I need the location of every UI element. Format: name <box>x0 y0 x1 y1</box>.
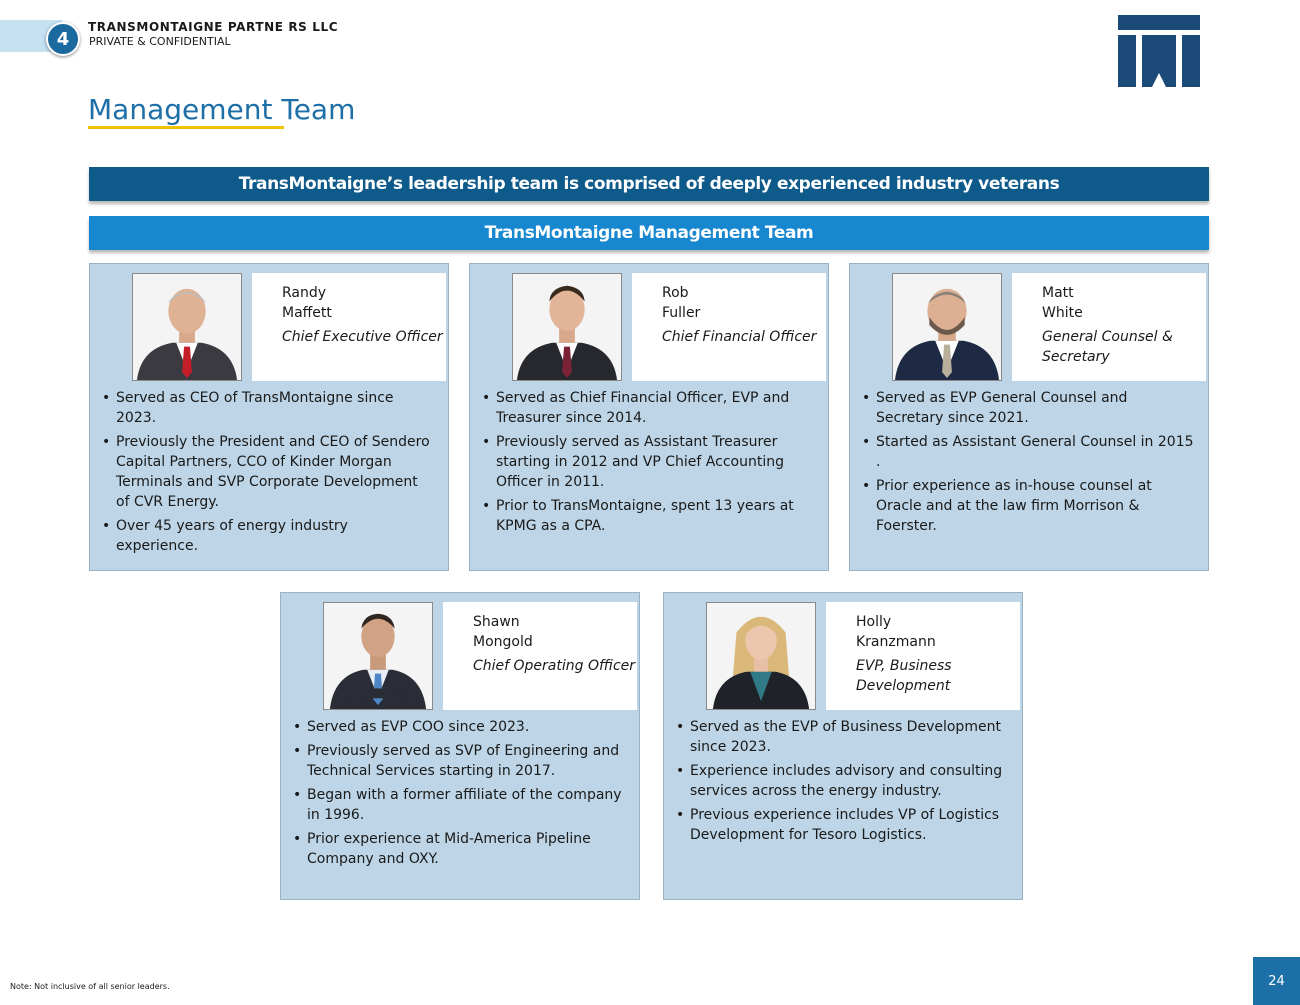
team-card-randy-maffett <box>89 263 449 571</box>
bio-bullet: • Began with a former affiliate of the company in 1996. <box>291 785 625 825</box>
footnote: Note: Not inclusive of all senior leaders. <box>10 982 170 991</box>
company-name: TRANSMONTAIGNE PARTNE RS LLC <box>88 20 339 34</box>
headshot-photo <box>892 273 1002 381</box>
bio-bullets <box>100 388 434 560</box>
team-card-matt-white <box>849 263 1209 571</box>
bio-bullet: • Previously served as Assistant Treasurer starting in 2012 and VP Chief Accounting Officer in 2011. <box>480 432 814 492</box>
bio-bullets <box>480 388 814 540</box>
bio-bullet: • Started as Assistant General Counsel in 2015 . <box>860 432 1194 472</box>
person-title: Chief Financial Officer <box>662 329 817 345</box>
person-first-name: Rob <box>662 285 689 301</box>
person-last-name: White <box>1042 305 1083 321</box>
bio-bullets <box>674 717 1008 849</box>
headline-banner: TransMontaigne’s leadership team is comprised of deeply experienced industry veterans <box>89 167 1209 201</box>
bio-bullets <box>860 388 1194 540</box>
person-title-line: Development <box>856 678 951 694</box>
section-banner: TransMontaigne Management Team <box>89 216 1209 250</box>
person-title <box>856 656 1020 696</box>
person-info <box>1012 273 1206 381</box>
bio-bullet: • Served as EVP General Counsel and Secretary since 2021. <box>860 388 1194 428</box>
team-card-holly-kranzmann <box>663 592 1023 900</box>
bio-bullet: • Served as CEO of TransMontaigne since 2023. <box>100 388 434 428</box>
bio-bullet: • Served as EVP COO since 2023. <box>291 717 625 737</box>
person-title: Chief Operating Officer <box>473 658 636 674</box>
bio-bullet: • Served as Chief Financial Officer, EVP and Treasurer since 2014. <box>480 388 814 428</box>
headshot-photo <box>323 602 433 710</box>
headshot-photo <box>512 273 622 381</box>
title-underline <box>88 126 284 129</box>
page-number: 24 <box>1253 957 1300 1005</box>
person-first-name: Shawn <box>473 614 520 630</box>
person-last-name: Kranzmann <box>856 634 936 650</box>
person-title <box>1042 327 1206 367</box>
team-card-rob-fuller <box>469 263 829 571</box>
section-number-badge: 4 <box>46 22 80 56</box>
person-info <box>826 602 1020 710</box>
person-title-line: Secretary <box>1042 349 1110 365</box>
person-info <box>252 273 446 381</box>
headshot-photo <box>706 602 816 710</box>
person-title-line: EVP, Business <box>856 658 952 674</box>
person-last-name: Maffett <box>282 305 332 321</box>
bio-bullet: • Prior experience as in-house counsel at Oracle and at the law firm Morrison & Foerster. <box>860 476 1194 536</box>
bio-bullet: • Previously the President and CEO of Sendero Capital Partners, CCO of Kinder Morgan Terminals and SVP Corporate Development of CVR Energy. <box>100 432 434 512</box>
headshot-photo <box>132 273 242 381</box>
person-info <box>632 273 826 381</box>
person-last-name: Fuller <box>662 305 701 321</box>
bio-bullet: • Served as the EVP of Business Development since 2023. <box>674 717 1008 757</box>
bio-bullet: • Previous experience includes VP of Logistics Development for Tesoro Logistics. <box>674 805 1008 845</box>
bio-bullet: • Prior experience at Mid-America Pipeline Company and OXY. <box>291 829 625 869</box>
confidential-label: PRIVATE & CONFIDENTIAL <box>89 35 231 48</box>
person-title-line: General Counsel & <box>1042 329 1173 345</box>
team-card-shawn-mongold <box>280 592 640 900</box>
person-first-name: Holly <box>856 614 892 630</box>
person-last-name: Mongold <box>473 634 533 650</box>
company-logo <box>1118 15 1200 87</box>
bio-bullet: • Over 45 years of energy industry experience. <box>100 516 434 556</box>
bio-bullet: • Experience includes advisory and consulting services across the energy industry. <box>674 761 1008 801</box>
person-first-name: Randy <box>282 285 327 301</box>
bio-bullet: • Previously served as SVP of Engineering and Technical Services starting in 2017. <box>291 741 625 781</box>
person-info <box>443 602 637 710</box>
page-title: Management Team <box>88 93 356 126</box>
person-title: Chief Executive Officer <box>282 329 443 345</box>
person-first-name: Matt <box>1042 285 1074 301</box>
bio-bullets <box>291 717 625 873</box>
bio-bullet: • Prior to TransMontaigne, spent 13 years at KPMG as a CPA. <box>480 496 814 536</box>
